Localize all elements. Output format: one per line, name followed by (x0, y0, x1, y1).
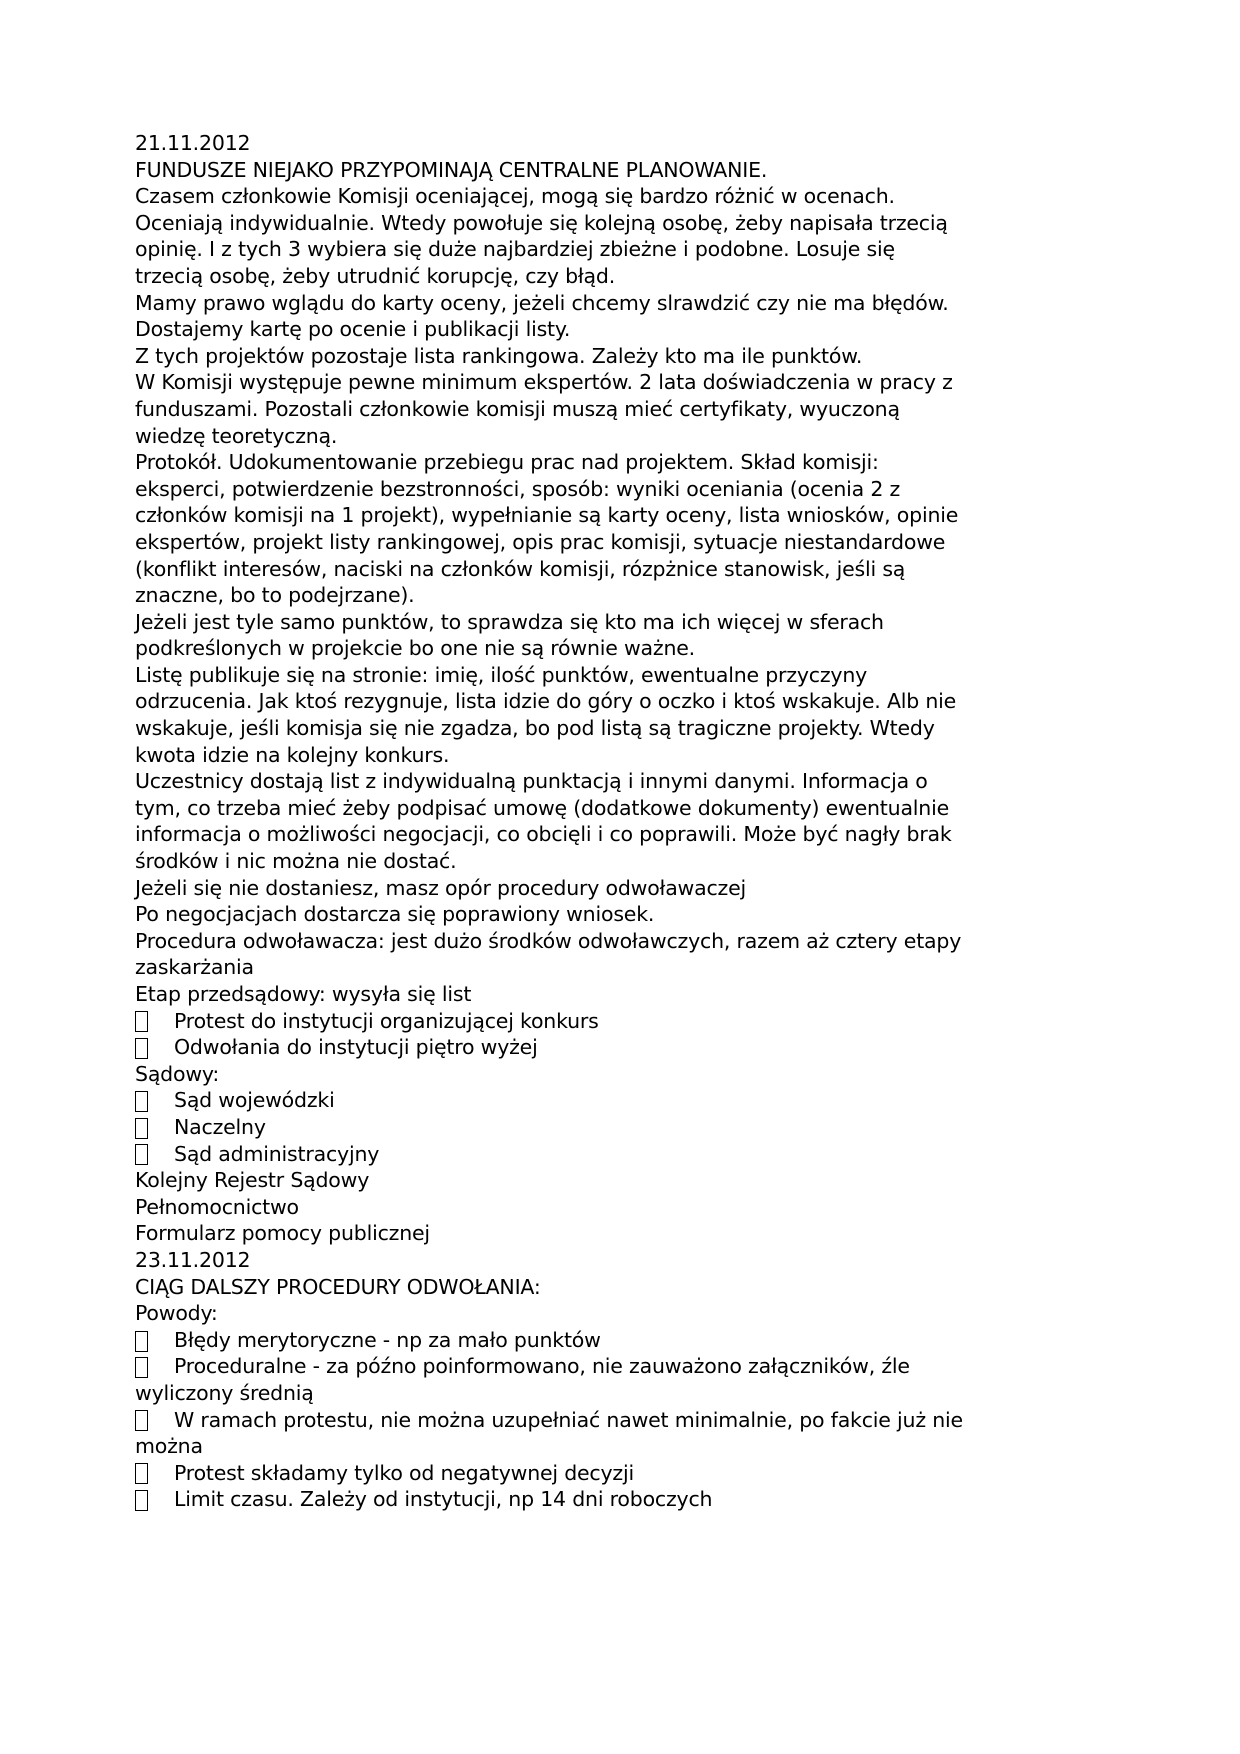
text-line-content: eksperci, potwierdzenie bezstronności, sposób: wyniki oceniania (ocenia 2 z (135, 476, 901, 501)
text-line (135, 529, 1135, 556)
text-line (135, 609, 1135, 636)
text-line-content: członków komisji na 1 projekt), wypełnianie są karty oceny, lista wniosków, opinie (135, 503, 959, 528)
text-line (135, 157, 1135, 184)
missing-glyph-box-icon (135, 1490, 148, 1511)
text-line (135, 768, 1135, 795)
text-line-content: Listę publikuje się na stronie: imię, ilość punktów, ewentualne przyczyny (135, 662, 868, 687)
text-line (135, 901, 1135, 928)
text-line (135, 210, 1135, 237)
text-line-content: Jeżeli się nie dostaniesz, masz opór procedury odwoławaczej (135, 875, 747, 900)
text-line-content: opinię. I z tych 3 wybiera się duże najbardziej zbieżne i podobne. Losuje się (135, 237, 895, 262)
text-line (135, 1300, 1135, 1327)
text-line (135, 236, 1135, 263)
text-line (135, 848, 1135, 875)
text-line-content: Sąd wojewódzki (174, 1088, 335, 1113)
text-line (135, 742, 1135, 769)
text-line-content: CIĄG DALSZY PROCEDURY ODWOŁANIA: (135, 1274, 541, 1299)
text-line (135, 396, 1135, 423)
text-line-content: odrzucenia. Jak ktoś rezygnuje, lista idzie do góry o oczko i ktoś wskakuje. Alb nie (135, 689, 957, 714)
text-line (135, 981, 1135, 1008)
text-line-content: trzecią osobę, żeby utrudnić korupcję, czy błąd. (135, 263, 616, 288)
text-line-content: Naczelny (174, 1114, 266, 1139)
text-line (135, 343, 1135, 370)
text-line (135, 130, 1135, 157)
text-line-content: Protest do instytucji organizującej konkurs (174, 1008, 599, 1033)
bullet-line (135, 1486, 1135, 1513)
text-line-content: Błędy merytoryczne - np za mało punktów (174, 1327, 601, 1352)
bullet-line (135, 1141, 1135, 1168)
missing-glyph-box-icon (135, 1091, 148, 1112)
text-line (135, 1380, 1135, 1407)
text-line-content: można (135, 1434, 203, 1459)
text-line-content: Formularz pomocy publicznej (135, 1221, 430, 1246)
text-line (135, 290, 1135, 317)
text-line-content: W Komisji występuje pewne minimum ekspertów. 2 lata doświadczenia w pracy z (135, 370, 953, 395)
text-line-content: Procedura odwoławacza: jest dużo środków odwoławczych, razem aż cztery etapy (135, 928, 962, 953)
bullet-line (135, 1008, 1135, 1035)
text-line-content: Pełnomocnictwo (135, 1194, 299, 1219)
bullet-line (135, 1407, 1135, 1434)
text-line-content: Mamy prawo wglądu do karty oceny, jeżeli chcemy slrawdzić czy nie ma błędów. (135, 290, 949, 315)
text-line (135, 502, 1135, 529)
text-line-content: FUNDUSZE NIEJAKO PRZYPOMINAJĄ CENTRALNE PLANOWANIE. (135, 157, 768, 182)
text-line-content: wyliczony średnią (135, 1380, 314, 1405)
text-line-content: wskakuje, jeśli komisja się nie zgadza, bo pod listą są tragiczne projekty. Wtedy (135, 716, 935, 741)
text-line-content: Sądowy: (135, 1061, 220, 1086)
text-line (135, 1274, 1135, 1301)
text-line (135, 875, 1135, 902)
text-line-content: środków i nic można nie dostać. (135, 849, 457, 874)
text-line-content: funduszami. Pozostali członkowie komisji muszą mieć certyfikaty, wyuczoną (135, 396, 900, 421)
text-line (135, 556, 1135, 583)
text-line-content: Po negocjacjach dostarcza się poprawiony wniosek. (135, 902, 655, 927)
text-line-content: tym, co trzeba mieć żeby podpisać umowę (dodatkowe dokumenty) ewentualnie (135, 795, 949, 820)
text-line-content: Dostajemy kartę po ocenie i publikacji listy. (135, 317, 571, 342)
text-line (135, 476, 1135, 503)
text-line (135, 662, 1135, 689)
text-line (135, 1247, 1135, 1274)
text-line-content: 23.11.2012 (135, 1247, 251, 1272)
missing-glyph-box-icon (135, 1038, 148, 1059)
text-line (135, 449, 1135, 476)
text-line-content: Etap przedsądowy: wysyła się list (135, 982, 472, 1006)
missing-glyph-box-icon (135, 1463, 148, 1484)
text-line-content: (konflikt interesów, naciski na członków komisji, rózpżnice stanowisk, jeśli są (135, 556, 906, 581)
text-line-content: Protokół. Udokumentowanie przebiegu prac nad projektem. Skład komisji: (135, 450, 879, 475)
text-line-content: Z tych projektów pozostaje lista rankingowa. Zależy kto ma ile punktów. (135, 343, 863, 368)
text-line (135, 1167, 1135, 1194)
bullet-line (135, 1353, 1135, 1380)
text-line-content: ekspertów, projekt listy rankingowej, opis prac komisji, sytuacje niestandardowe (135, 529, 946, 554)
text-line (135, 715, 1135, 742)
text-line (135, 954, 1135, 981)
text-line (135, 423, 1135, 450)
missing-glyph-box-icon (135, 1144, 148, 1165)
text-line-content: Odwołania do instytucji piętro wyżej (174, 1035, 538, 1060)
text-line-content: Sąd administracyjny (174, 1141, 380, 1166)
text-line (135, 183, 1135, 210)
missing-glyph-box-icon (135, 1357, 148, 1378)
missing-glyph-box-icon (135, 1331, 148, 1352)
text-line-content: wiedzę teoretyczną. (135, 423, 338, 448)
text-line (135, 369, 1135, 396)
bullet-line (135, 1114, 1135, 1141)
text-line-content: znaczne, bo to podejrzane). (135, 583, 415, 608)
text-line-content: Kolejny Rejestr Sądowy (135, 1168, 370, 1193)
text-line (135, 1220, 1135, 1247)
text-line (135, 821, 1135, 848)
text-line-content: Powody: (135, 1301, 218, 1326)
bullet-line (135, 1460, 1135, 1487)
text-line-content: zaskarżania (135, 955, 254, 980)
text-line-content: Proceduralne - za późno poinformowano, nie zauważono załączników, źle (174, 1354, 910, 1379)
text-line-content: Protest składamy tylko od negatywnej decyzji (174, 1460, 634, 1485)
text-line-content: Uczestnicy dostają list z indywidualną punktacją i innymi danymi. Informacja o (135, 769, 928, 794)
missing-glyph-box-icon (135, 1011, 148, 1032)
bullet-line (135, 1034, 1135, 1061)
missing-glyph-box-icon (135, 1118, 148, 1139)
text-line-content: podkreślonych w projekcie bo one nie są równie ważne. (135, 636, 695, 661)
text-line-content: Oceniają indywidualnie. Wtedy powołuje się kolejną osobę, żeby napisała trzecią (135, 210, 948, 235)
document-body (135, 130, 1135, 1513)
text-line (135, 688, 1135, 715)
text-line (135, 263, 1135, 290)
text-line (135, 795, 1135, 822)
missing-glyph-box-icon (135, 1410, 148, 1431)
text-line-content: Czasem członkowie Komisji oceniającej, mogą się bardzo różnić w ocenach. (135, 184, 895, 209)
text-line (135, 1433, 1135, 1460)
bullet-line (135, 1087, 1135, 1114)
text-line (135, 582, 1135, 609)
text-line (135, 928, 1135, 955)
bullet-line (135, 1327, 1135, 1354)
text-line-content: 21.11.2012 (135, 131, 251, 155)
text-line-content: Jeżeli jest tyle samo punktów, to sprawdza się kto ma ich więcej w sferach (135, 609, 884, 634)
text-line (135, 1061, 1135, 1088)
text-line-content: W ramach protestu, nie można uzupełniać nawet minimalnie, po fakcie już nie (174, 1407, 963, 1432)
text-line-content: Limit czasu. Zależy od instytucji, np 14 dni roboczych (174, 1487, 713, 1512)
text-line (135, 1194, 1135, 1221)
text-line (135, 316, 1135, 343)
text-line-content: kwota idzie na kolejny konkurs. (135, 742, 450, 767)
text-line (135, 635, 1135, 662)
text-line-content: informacja o możliwości negocjacji, co obcięli i co poprawili. Może być nagły brak (135, 822, 952, 847)
